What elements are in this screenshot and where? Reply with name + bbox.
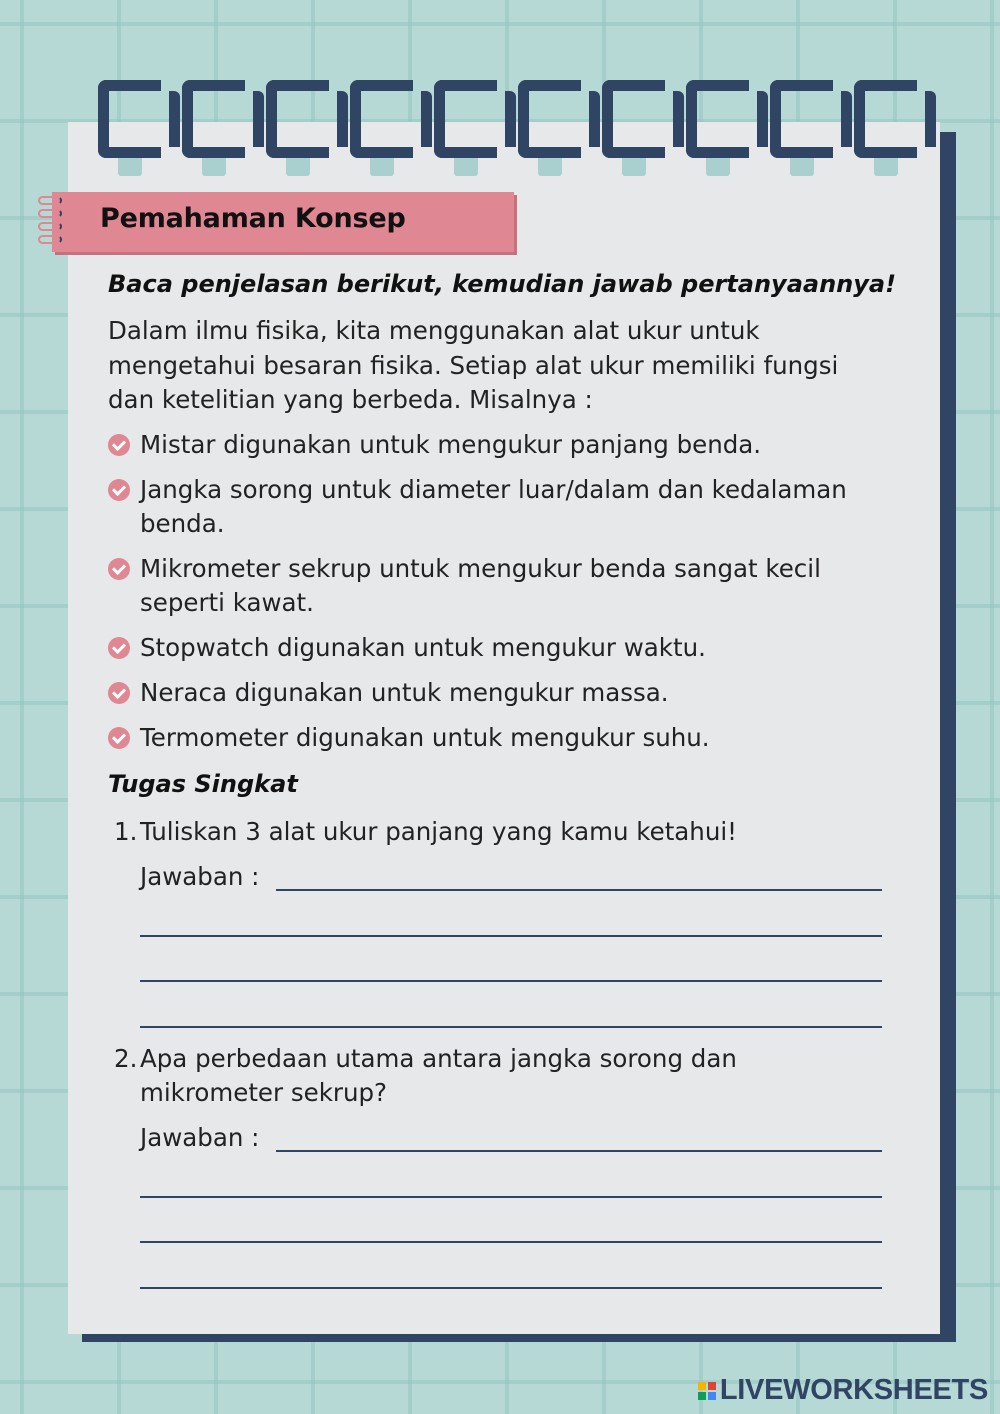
question-number: 2.	[114, 1044, 138, 1073]
logo-square	[708, 1382, 716, 1390]
logo-square	[698, 1392, 706, 1400]
answer-line-input[interactable]	[140, 1026, 882, 1028]
check-circle-icon	[108, 479, 130, 501]
brand-name: LIVEWORKSHEETS	[719, 1374, 988, 1406]
list-item: Stopwatch digunakan untuk mengukur waktu.	[108, 631, 888, 665]
answer-label: Jawaban :	[140, 862, 260, 891]
instruction-text: Baca penjelasan berikut, kemudian jawab pertanyaannya!	[108, 270, 897, 298]
answer-line-input[interactable]	[140, 1241, 882, 1243]
tab-spiral-icon	[38, 196, 68, 250]
answer-line-input[interactable]	[140, 1287, 882, 1289]
list-item: Mistar digunakan untuk mengukur panjang benda.	[108, 428, 888, 462]
list-item: Neraca digunakan untuk mengukur massa.	[108, 676, 888, 710]
question-number: 1.	[114, 817, 138, 846]
check-circle-icon	[108, 727, 130, 749]
question-text: Tuliskan 3 alat ukur panjang yang kamu ketahui!	[140, 817, 737, 846]
section-title: Pemahaman Konsep	[100, 203, 406, 234]
check-circle-icon	[108, 558, 130, 580]
list-item: Jangka sorong untuk diameter luar/dalam dan kedalaman benda.	[108, 473, 888, 541]
liveworksheets-logo[interactable]	[698, 1374, 988, 1407]
question-text: Apa perbedaan utama antara jangka sorong dan mikrometer sekrup?	[140, 1044, 737, 1107]
answer-line-input[interactable]	[276, 1150, 882, 1152]
answer-line-input[interactable]	[276, 889, 882, 891]
logo-square	[708, 1392, 716, 1400]
check-circle-icon	[108, 682, 130, 704]
answer-line-input[interactable]	[140, 1196, 882, 1198]
liveworksheets-logo-icon	[698, 1382, 716, 1400]
answer-label: Jawaban :	[140, 1123, 260, 1152]
logo-square	[698, 1382, 706, 1390]
list-item: Termometer digunakan untuk mengukur suhu.	[108, 721, 888, 755]
check-circle-icon	[108, 637, 130, 659]
answer-line-input[interactable]	[140, 980, 882, 982]
task-title: Tugas Singkat	[108, 770, 298, 798]
question-2	[114, 1042, 874, 1110]
answer-line-input[interactable]	[140, 935, 882, 937]
instrument-list	[108, 428, 888, 755]
check-circle-icon	[108, 434, 130, 456]
list-item: Mikrometer sekrup untuk mengukur benda sangat kecil seperti kawat.	[108, 552, 888, 620]
intro-paragraph: Dalam ilmu fisika, kita menggunakan alat ukur untuk mengetahui besaran fisika. Setiap alat ukur memiliki fungsi dan ketelitian yang berbeda. Misalnya :	[108, 316, 839, 414]
question-1	[114, 815, 874, 849]
